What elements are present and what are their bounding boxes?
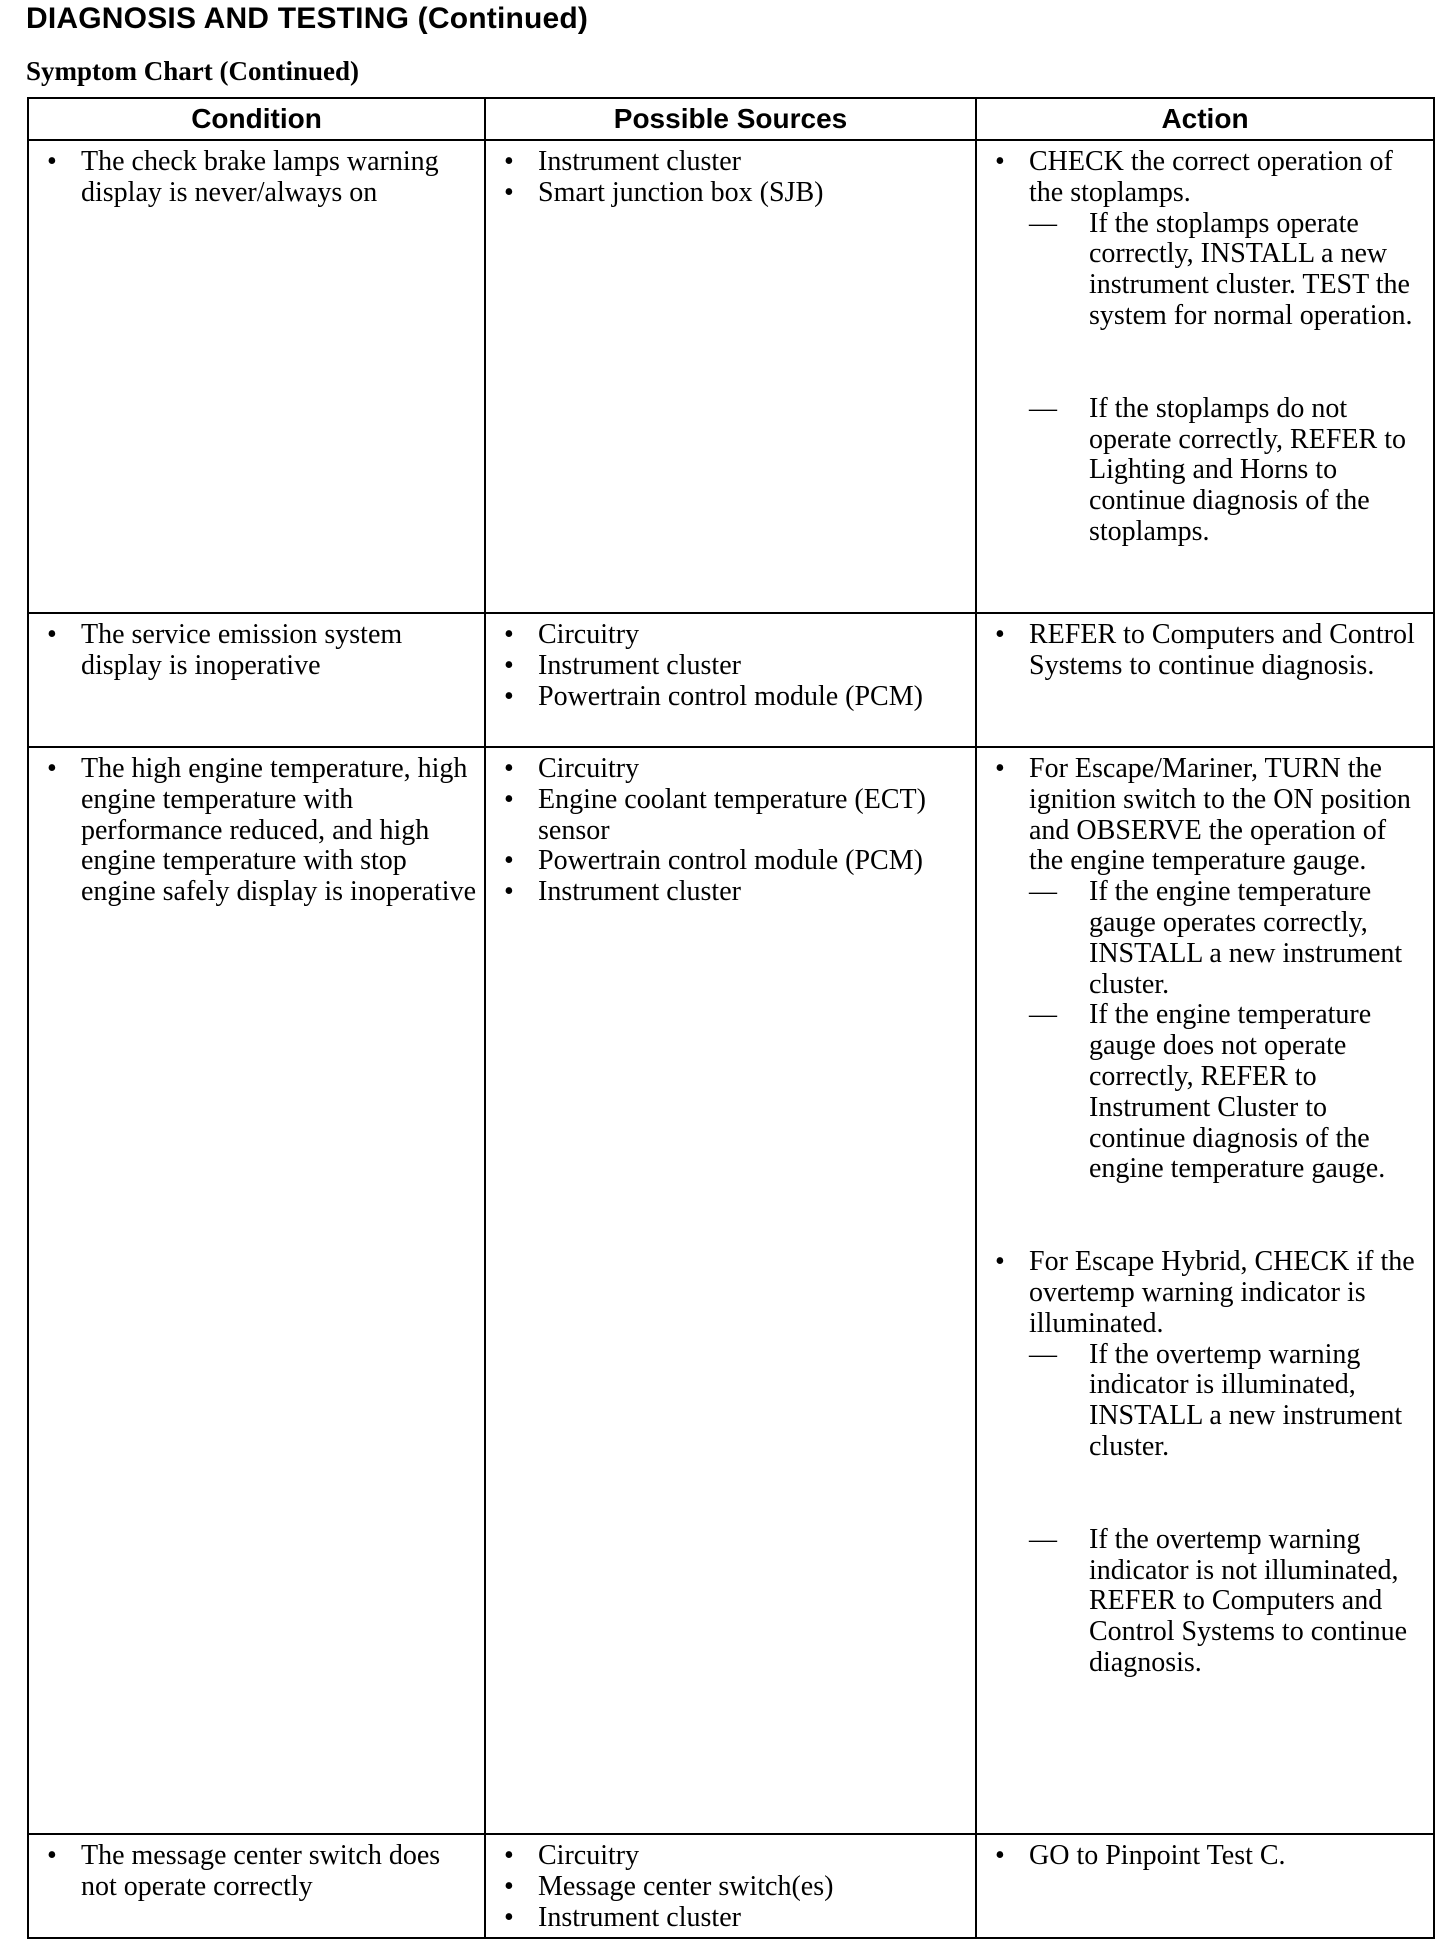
source-item: • Engine coolant temperature (ECT) sensor [494,785,967,847]
condition-text: • The check brake lamps warning display is never/always on [37,147,476,209]
sources-cell [485,1834,976,1938]
source-item: • Circuitry [494,1841,967,1872]
column-header-condition: Condition [28,98,485,140]
chart-title: Symptom Chart (Continued) [26,56,360,86]
sources-cell [485,140,976,613]
condition-text: • The high engine temperature, high engine temperature with performance reduced, and high engine temperature with stop engine safely display is inoperative [37,754,476,908]
table-row [28,613,1434,747]
condition-cell [28,747,485,1834]
sources-cell [485,747,976,1834]
action-cell [976,747,1434,1834]
condition-cell [28,1834,485,1938]
action-step: • For Escape/Mariner, TURN the ignition switch to the ON position and OBSERVE the operation of the engine temperature gauge. [985,754,1425,877]
source-item: • Instrument cluster [494,877,967,908]
action-substep: — If the engine temperature gauge operates correctly, INSTALL a new instrument cluster. [1029,877,1425,1000]
table-row [28,747,1434,1834]
table-header-row [28,98,1434,140]
source-item: • Smart junction box (SJB) [494,178,967,209]
action-step: • CHECK the correct operation of the stoplamps. [985,147,1425,209]
action-substep: — If the overtemp warning indicator is not illuminated, REFER to Computers and Control Systems to continue diagnosis. [1029,1525,1425,1679]
source-item: • Instrument cluster [494,651,967,682]
table-row [28,1834,1434,1938]
column-header-possible-sources: Possible Sources [485,98,976,140]
symptom-table [27,97,1435,1939]
page-heading: DIAGNOSIS AND TESTING (Continued) [26,2,589,35]
action-substep: — If the engine temperature gauge does not operate correctly, REFER to Instrument Cluster to continue diagnosis of the engine temperature gauge. [1029,1000,1425,1185]
condition-cell [28,613,485,747]
action-step: • GO to Pinpoint Test C. [985,1841,1425,1872]
action-substep: — If the stoplamps operate correctly, INSTALL a new instrument cluster. TEST the system for normal operation. [1029,209,1425,332]
source-item: • Instrument cluster [494,1903,967,1934]
action-cell [976,140,1434,613]
condition-cell [28,140,485,613]
source-item: • Circuitry [494,620,967,651]
source-item: • Message center switch(es) [494,1872,967,1903]
action-cell [976,1834,1434,1938]
source-item: • Circuitry [494,754,967,785]
table-row [28,140,1434,613]
condition-text: • The message center switch does not operate correctly [37,1841,476,1903]
source-item: • Powertrain control module (PCM) [494,682,967,713]
sources-cell [485,613,976,747]
source-item: • Powertrain control module (PCM) [494,846,967,877]
action-substep: — If the stoplamps do not operate correctly, REFER to Lighting and Horns to continue diagnosis of the stoplamps. [1029,394,1425,548]
column-header-action: Action [976,98,1434,140]
source-item: • Instrument cluster [494,147,967,178]
action-step: • REFER to Computers and Control Systems to continue diagnosis. [985,620,1425,682]
condition-text: • The service emission system display is inoperative [37,620,476,682]
action-step: • For Escape Hybrid, CHECK if the overtemp warning indicator is illuminated. [985,1247,1425,1339]
action-substep: — If the overtemp warning indicator is illuminated, INSTALL a new instrument cluster. [1029,1340,1425,1463]
action-cell [976,613,1434,747]
